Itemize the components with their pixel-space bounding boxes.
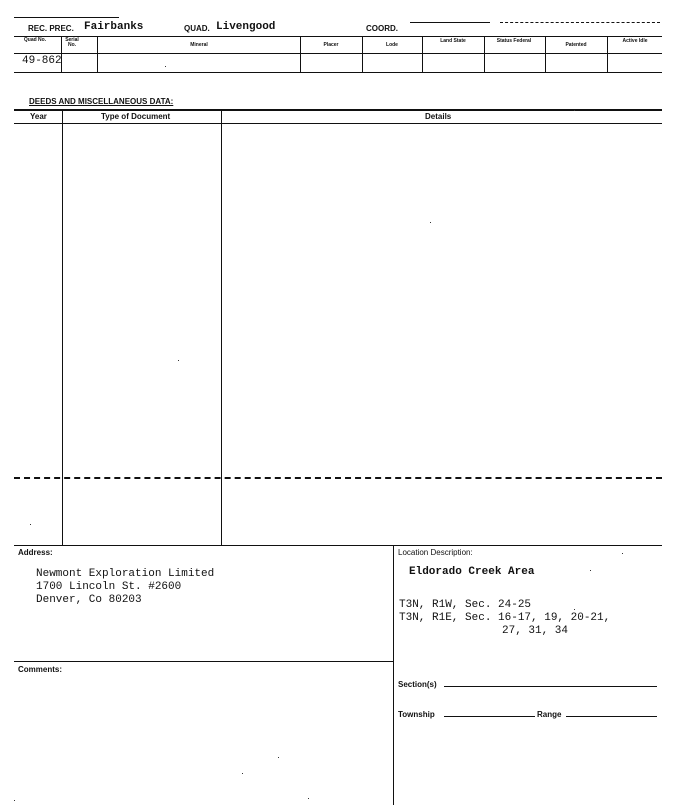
speck — [622, 553, 623, 554]
township-field[interactable] — [444, 716, 535, 717]
deeds-dashed-rule — [14, 477, 662, 479]
deeds-col-year: Year — [30, 112, 47, 121]
township-label: Township — [398, 710, 435, 719]
header-top-rule — [14, 17, 119, 18]
speck — [574, 110, 575, 111]
speck — [430, 222, 431, 223]
col-mineral: Mineral — [190, 42, 208, 48]
speck — [30, 524, 31, 525]
location-line-3: 27, 31, 34 — [502, 625, 569, 637]
quad-value: Livengood — [216, 21, 276, 33]
address-label: Address: — [18, 548, 53, 557]
sections-label: Section(s) — [398, 680, 437, 689]
col-divider — [300, 36, 301, 72]
deeds-divider-2 — [221, 109, 222, 545]
col-divider — [484, 36, 485, 72]
deeds-col-details: Details — [425, 112, 452, 121]
speck — [590, 570, 591, 571]
col-divider — [362, 36, 363, 72]
col-patented: Patented — [565, 42, 587, 48]
address-top-rule — [14, 545, 662, 546]
coord-label: COORD. — [366, 24, 398, 33]
sections-field[interactable] — [444, 686, 657, 687]
speck — [178, 360, 179, 361]
coord-rule-dashed — [500, 22, 660, 23]
col-divider — [607, 36, 608, 72]
rec-prec-value: Fairbanks — [84, 21, 144, 33]
col-status-federal: Status Federal — [496, 38, 532, 44]
deeds-title: DEEDS AND MISCELLANEOUS DATA: — [29, 97, 174, 106]
location-line-1: T3N, R1W, Sec. 24-25 — [399, 599, 532, 611]
deeds-divider-1 — [62, 109, 63, 545]
col-lode: Lode — [386, 42, 398, 48]
deeds-header-rule — [14, 123, 662, 124]
table-top-rule — [14, 36, 662, 37]
comments-label: Comments: — [18, 665, 63, 674]
col-placer: Placer — [323, 42, 339, 48]
coord-rule — [410, 22, 490, 23]
location-area: Eldorado Creek Area — [409, 566, 535, 578]
speck — [574, 609, 575, 610]
location-line-2: T3N, R1E, Sec. 16-17, 19, 20-21, — [399, 612, 611, 624]
location-label: Location Description: — [398, 548, 473, 557]
range-field[interactable] — [566, 716, 657, 717]
col-divider — [545, 36, 546, 72]
col-divider — [97, 36, 98, 72]
address-line-3: Denver, Co 80203 — [36, 594, 142, 606]
speck — [165, 66, 166, 67]
table-bottom-rule — [14, 72, 662, 73]
speck — [278, 757, 279, 758]
quad-no-value: 49-862 — [22, 55, 62, 67]
col-land-state: Land State — [440, 38, 466, 44]
address-line-1: Newmont Exploration Limited — [36, 568, 215, 580]
comments-top-rule — [14, 661, 393, 662]
col-active-idle: Active Idle — [622, 38, 648, 44]
range-label: Range — [537, 710, 562, 719]
table-header-rule — [14, 53, 662, 54]
rec-prec-label: REC. PREC. — [28, 24, 74, 33]
col-divider — [422, 36, 423, 72]
speck — [308, 798, 309, 799]
speck — [242, 773, 243, 774]
quad-label: QUAD. — [184, 24, 210, 33]
speck — [14, 800, 15, 801]
col-quad-no: Quad No. — [23, 37, 47, 43]
col-serial-no: Serial No. — [65, 37, 79, 48]
address-line-2: 1700 Lincoln St. #2600 — [36, 581, 182, 593]
address-location-divider — [393, 545, 394, 805]
deeds-top-rule — [14, 109, 662, 111]
deeds-col-type: Type of Document — [101, 112, 171, 121]
